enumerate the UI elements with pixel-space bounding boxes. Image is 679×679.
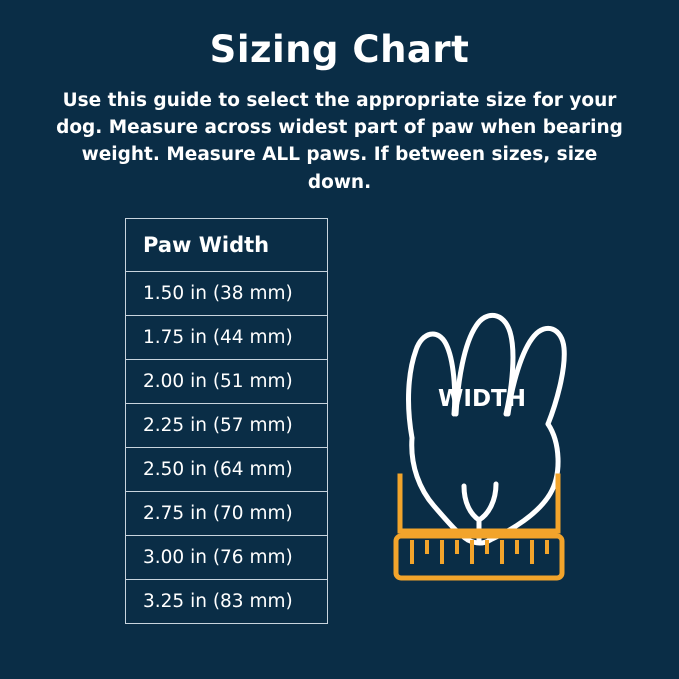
page-title: Sizing Chart <box>209 28 470 71</box>
dog-paw-outline-icon <box>409 315 565 543</box>
table-row: 2.50 in (64 mm) <box>126 448 327 492</box>
table-row: 1.75 in (44 mm) <box>126 316 327 360</box>
paw-width-table <box>125 218 328 624</box>
content-area <box>0 218 679 678</box>
width-label: WIDTH <box>438 385 526 412</box>
table-row: 2.75 in (70 mm) <box>126 492 327 536</box>
table-row: 1.50 in (38 mm) <box>126 272 327 316</box>
table-row: 2.00 in (51 mm) <box>126 360 327 404</box>
table-column-header: Paw Width <box>126 219 327 272</box>
table-row: 2.25 in (57 mm) <box>126 404 327 448</box>
paw-diagram-svg <box>372 288 592 598</box>
table-row: 3.00 in (76 mm) <box>126 536 327 580</box>
paw-measurement-diagram <box>372 288 592 598</box>
page-subtitle: Use this guide to select the appropriate size for your dog. Measure across widest part of paw when bearing weight. Measure ALL paws. If between sizes, size down. <box>56 90 623 193</box>
table-row: 3.25 in (83 mm) <box>143 590 293 612</box>
